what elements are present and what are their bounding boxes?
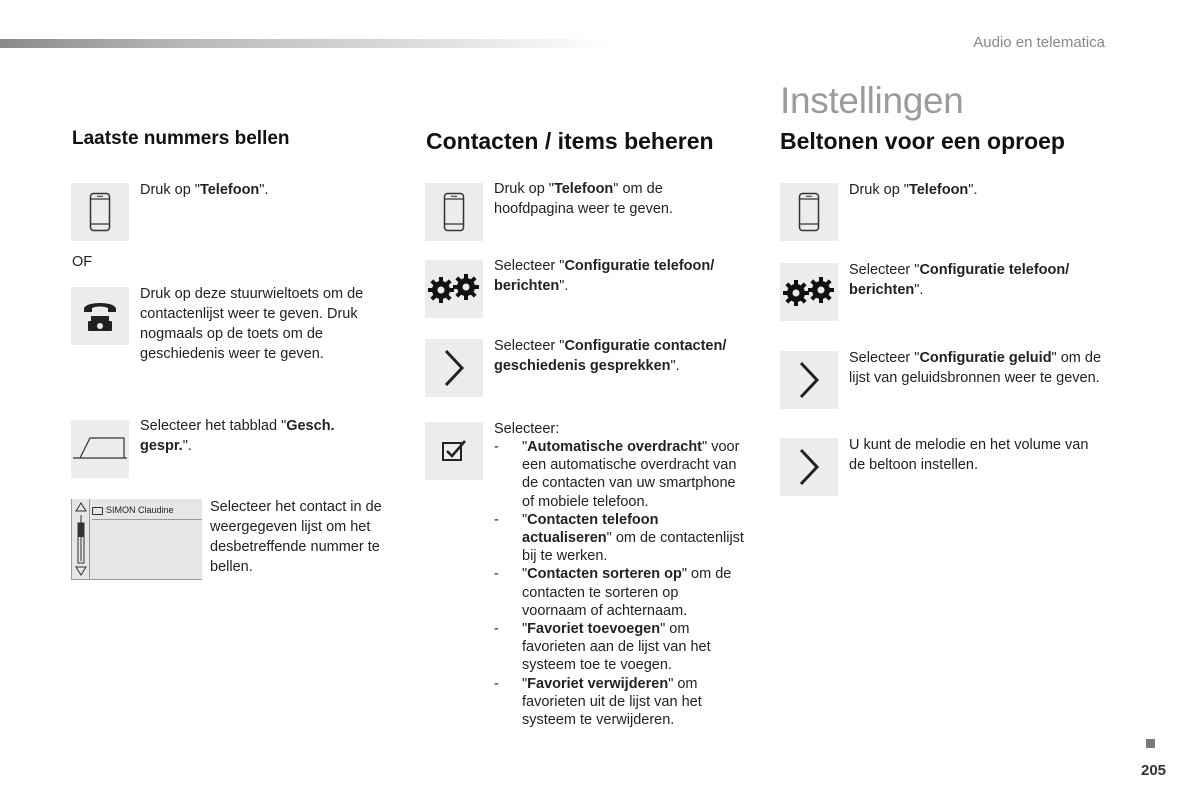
header-gradient-bar	[0, 39, 610, 48]
scroll-sidebar	[72, 499, 90, 579]
step-text: Selecteer "Configuratie telefoon/ berichten".	[494, 258, 715, 294]
step-text: Druk op "Telefoon" om de hoofdpagina weer te geven.	[494, 181, 673, 217]
step-text: Druk op deze stuurwieltoets om de contactenlijst weer te geven. Druk nogmaals op de toets om de geschiedenis weer te geven.	[140, 286, 364, 362]
chevron-right-icon	[780, 351, 838, 409]
list-item: - "Contacten telefoon actualiseren" om de contactenlijst bij te werken.	[494, 511, 744, 565]
step-text: Selecteer "Configuratie contacten/ geschiedenis gesprekken".	[494, 338, 727, 374]
phone-button-icon	[71, 183, 129, 241]
gears-icon	[780, 263, 838, 321]
phone-button-icon	[425, 183, 483, 241]
step-text: Selecteer "Configuratie telefoon/ berichten".	[849, 262, 1070, 298]
divider	[92, 519, 202, 520]
or-label: OF	[72, 254, 93, 270]
page-marker	[1146, 739, 1155, 748]
gears-icon	[425, 260, 483, 318]
chevron-right-icon	[780, 438, 838, 496]
section-label: Audio en telematica	[973, 34, 1105, 51]
history-tab-icon	[71, 420, 129, 478]
step-text: Selecteer "Configuratie geluid" om de lijst van geluidsbronnen weer te geven.	[849, 350, 1102, 386]
phone-button-icon	[780, 183, 838, 241]
contact-row	[92, 503, 200, 518]
column-title: Beltonen voor een oproep	[780, 128, 1065, 154]
step-text: Druk op "Telefoon".	[140, 182, 269, 198]
column-title: Laatste nummers bellen	[72, 128, 290, 149]
steering-phone-icon	[71, 287, 129, 345]
step-intro: Selecteer:	[494, 421, 560, 437]
list-item: - "Favoriet verwijderen" om favorieten uit de lijst van het systeem te verwijderen.	[494, 675, 702, 729]
page-number: 205	[1141, 762, 1167, 779]
step-text: Selecteer het contact in de weergegeven lijst om het desbetreffende nummer te bellen.	[210, 499, 382, 575]
list-item: - "Favoriet toevoegen" om favorieten aan de lijst van het systeem toe te voegen.	[494, 621, 711, 674]
step-text: U kunt de melodie en het volume van de beltoon instellen.	[849, 437, 1089, 473]
contact-name: SIMON Claudine	[106, 505, 174, 515]
contact-list-screen	[71, 499, 202, 580]
step-text: Druk op "Telefoon".	[849, 182, 978, 198]
step-text: Selecteer het tabblad "Gesch. gespr.".	[140, 418, 335, 454]
contact-card-icon	[92, 507, 103, 515]
column-title: Contacten / items beheren	[426, 128, 714, 154]
page-title: Instellingen	[780, 80, 964, 121]
checkbox-icon	[425, 422, 483, 480]
chevron-right-icon	[425, 339, 483, 397]
option-list	[494, 438, 744, 729]
list-item: - "Automatische overdracht" voor een automatische overdracht van de contacten van uw smartphone of mobiele telefoon.	[494, 439, 740, 510]
list-item: - "Contacten sorteren op" om de contacten te sorteren op voornaam of achternaam.	[494, 566, 732, 619]
